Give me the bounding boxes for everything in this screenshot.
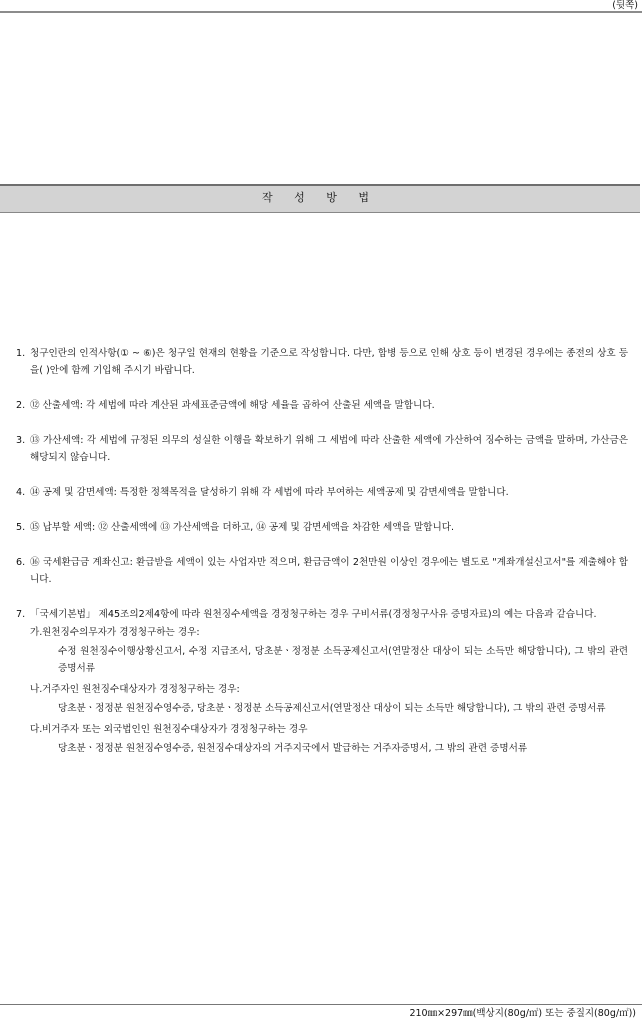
top-divider	[0, 11, 642, 13]
sub-item-body: 당초분ㆍ정정분 원천징수영수증, 원천징수대상자의 거주지국에서 발급하는 거주자증명서, 그 밖의 관련 증명서류	[58, 743, 528, 754]
item-number: 3.	[16, 435, 26, 446]
sub-item-da	[30, 721, 628, 738]
item-number: 4.	[16, 487, 26, 498]
instruction-item-3	[16, 432, 628, 466]
item-number: 7.	[16, 609, 26, 620]
item-number: 2.	[16, 400, 26, 411]
section-title-bar	[0, 184, 640, 213]
sub-item-title: 비거주자 또는 외국법인인 원천징수대상자가 경정청구하는 경우	[42, 724, 308, 735]
sub-item-ga	[30, 624, 628, 641]
item-text: ⑫ 산출세액: 각 세법에 따라 계산된 과세표준금액에 해당 세율을 곱하여 산출된 세액을 말합니다.	[30, 400, 435, 411]
paper-spec: 210㎜×297㎜(백상지(80g/㎡) 또는 중질지(80g/㎡))	[409, 1008, 636, 1019]
sub-item-body: 당초분ㆍ정정분 원천징수영수증, 당초분ㆍ정정분 소득공제신고서(연말정산 대상이 되는 소득만 해당합니다), 그 밖의 관련 증명서류	[58, 703, 606, 714]
item-number: 6.	[16, 557, 26, 568]
sub-item-mark: 가.	[30, 627, 43, 638]
instruction-item-6	[16, 554, 628, 588]
item-number: 1.	[16, 348, 26, 359]
back-page-label: (뒷쪽)	[612, 0, 638, 11]
sub-item-title: 원천징수의무자가 경정청구하는 경우:	[42, 627, 200, 638]
instruction-item-7	[16, 606, 628, 757]
section-title: 작 성 방 법	[262, 191, 378, 204]
item-text: ⑮ 납부할 세액: ⑫ 산출세액에 ⑬ 가산세액을 더하고, ⑭ 공제 및 감면세액을 차감한 세액을 말합니다.	[30, 522, 455, 533]
item-text: 「국세기본법」 제45조의2제4항에 따라 원천징수세액을 경정청구하는 경우 구비서류(경정청구사유 증명자료)의 예는 다음과 같습니다.	[30, 609, 597, 620]
item-number: 5.	[16, 522, 26, 533]
instructions	[16, 345, 628, 775]
sub-item-mark: 나.	[30, 684, 43, 695]
sub-item-title: 거주자인 원천징수대상자가 경정청구하는 경우:	[42, 684, 240, 695]
item-text: ⑯ 국세환급금 계좌신고: 환급받을 세액이 있는 사업자만 적으며, 환급금액이 2천만원 이상인 경우에는 별도로 "계좌개설신고서"를 제출해야 합니다.	[30, 557, 628, 585]
sub-item-mark: 다.	[30, 724, 43, 735]
instruction-item-4	[16, 484, 628, 501]
sub-item-na	[30, 681, 628, 698]
item-text: 청구인란의 인적사항(① ~ ⑥)은 청구일 현재의 현황을 기준으로 작성합니다. 다만, 합병 등으로 인해 상호 등이 변경된 경우에는 종전의 상호 등을( )안에 함께 기입해 주시기 바랍니다.	[30, 348, 628, 376]
sub-item-body: 수정 원천징수이행상황신고서, 수정 지급조서, 당초분ㆍ정정분 소득공제신고서(연말정산 대상이 되는 소득만 해당합니다), 그 밖의 관련 증명서류	[58, 646, 628, 674]
instruction-item-5	[16, 519, 628, 536]
item-text: ⑬ 가산세액: 각 세법에 규정된 의무의 성실한 이행을 확보하기 위해 그 세법에 따라 산출한 세액에 가산하여 징수하는 금액을 말하며, 가산금은 해당되지 않습니다.	[30, 435, 628, 463]
instruction-item-1	[16, 345, 628, 379]
item-text: ⑭ 공제 및 감면세액: 특정한 정책목적을 달성하기 위해 각 세법에 따라 부여하는 세액공제 및 감면세액을 말합니다.	[30, 487, 509, 498]
instruction-item-2	[16, 397, 628, 414]
